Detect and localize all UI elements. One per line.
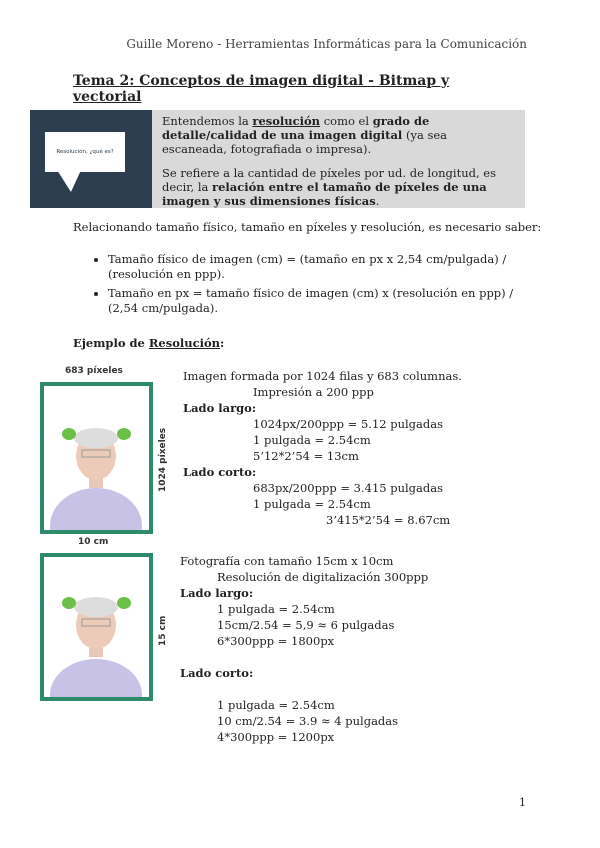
line: Lado corto: bbox=[180, 666, 254, 680]
page-header: Guille Moreno - Herramientas Informáticas para la Comunicación bbox=[126, 37, 527, 51]
line: 1 pulgada = 2.54cm bbox=[217, 602, 335, 616]
width-label: 683 píxeles bbox=[65, 366, 123, 376]
example-2-calculation bbox=[180, 553, 480, 745]
text: Se refiere a la cantidad de píxeles por ud. de longitud, es decir, la bbox=[162, 166, 497, 194]
example-heading bbox=[73, 336, 224, 351]
line: 3’415*2’54 = 8.67cm bbox=[326, 513, 451, 527]
line: Lado largo: bbox=[180, 586, 254, 600]
line: 15cm/2.54 = 5,9 ≈ 6 pulgadas bbox=[217, 618, 395, 632]
line: Resolución de digitalización 300ppp bbox=[217, 570, 429, 584]
line: Lado largo: bbox=[183, 401, 257, 415]
callout-graphic bbox=[30, 110, 152, 208]
line: 10 cm/2.54 = 3.9 ≈ 4 pulgadas bbox=[217, 714, 399, 728]
page-title: Tema 2: Conceptos de imagen digital - Bitmap y vectorial bbox=[73, 73, 450, 105]
text: : bbox=[220, 336, 225, 350]
example-photo-2 bbox=[40, 553, 153, 701]
line: 4*300ppp = 1200px bbox=[217, 730, 335, 744]
portrait-illustration bbox=[44, 386, 149, 530]
text: (ya sea escaneada, fotografiada o impresa). bbox=[162, 128, 448, 156]
example-photo-1 bbox=[40, 382, 153, 534]
keyword: resolución bbox=[252, 114, 321, 128]
line: 1 pulgada = 2.54cm bbox=[253, 433, 371, 447]
text: Entendemos la bbox=[162, 114, 253, 128]
line: 1 pulgada = 2.54cm bbox=[217, 698, 335, 712]
page-number: 1 bbox=[519, 796, 526, 809]
line: Imagen formada por 1024 filas y 683 columnas. bbox=[183, 369, 462, 383]
list-item: • Tamaño físico de imagen (cm) = (tamaño en px x 2,54 cm/pulgada) / (resolución en ppp). bbox=[108, 252, 545, 282]
text: . bbox=[375, 194, 380, 208]
text: como el bbox=[320, 114, 373, 128]
height-label: 1024 píxeles bbox=[158, 427, 168, 492]
physical-width-label: 10 cm bbox=[78, 537, 109, 547]
example-1-calculation bbox=[183, 368, 483, 528]
line: 1024px/200ppp = 5.12 pulgadas bbox=[253, 417, 444, 431]
formula-list bbox=[90, 252, 545, 320]
speech-bubble-tail bbox=[57, 170, 87, 192]
text: Resolución bbox=[148, 336, 221, 350]
line: 6*300ppp = 1800px bbox=[217, 634, 335, 648]
line: Impresión a 200 ppp bbox=[253, 385, 374, 399]
line: Lado corto: bbox=[183, 465, 257, 479]
speech-bubble: Resolución, ¿qué es? bbox=[45, 132, 125, 172]
intro-text: Relacionando tamaño físico, tamaño en píxeles y resolución, es necesario saber: bbox=[73, 220, 542, 234]
physical-height-label: 15 cm bbox=[158, 615, 168, 646]
line: Fotografía con tamaño 15cm x 10cm bbox=[180, 554, 394, 568]
portrait-illustration bbox=[44, 557, 149, 697]
line: 5’12*2’54 = 13cm bbox=[253, 449, 359, 463]
text: Ejemplo de bbox=[73, 336, 149, 350]
line: 1 pulgada = 2.54cm bbox=[253, 497, 371, 511]
keyword: grado de detalle/calidad de una imagen digital bbox=[162, 114, 430, 142]
definition-callout bbox=[152, 110, 525, 208]
line: 683px/200ppp = 3.415 pulgadas bbox=[253, 481, 444, 495]
list-item: • Tamaño en px = tamaño físico de imagen (cm) x (resolución en ppp) / (2,54 cm/pulgada). bbox=[108, 286, 545, 316]
keyword: relación entre el tamaño de píxeles de una imagen y sus dimensiones físicas bbox=[162, 180, 487, 208]
